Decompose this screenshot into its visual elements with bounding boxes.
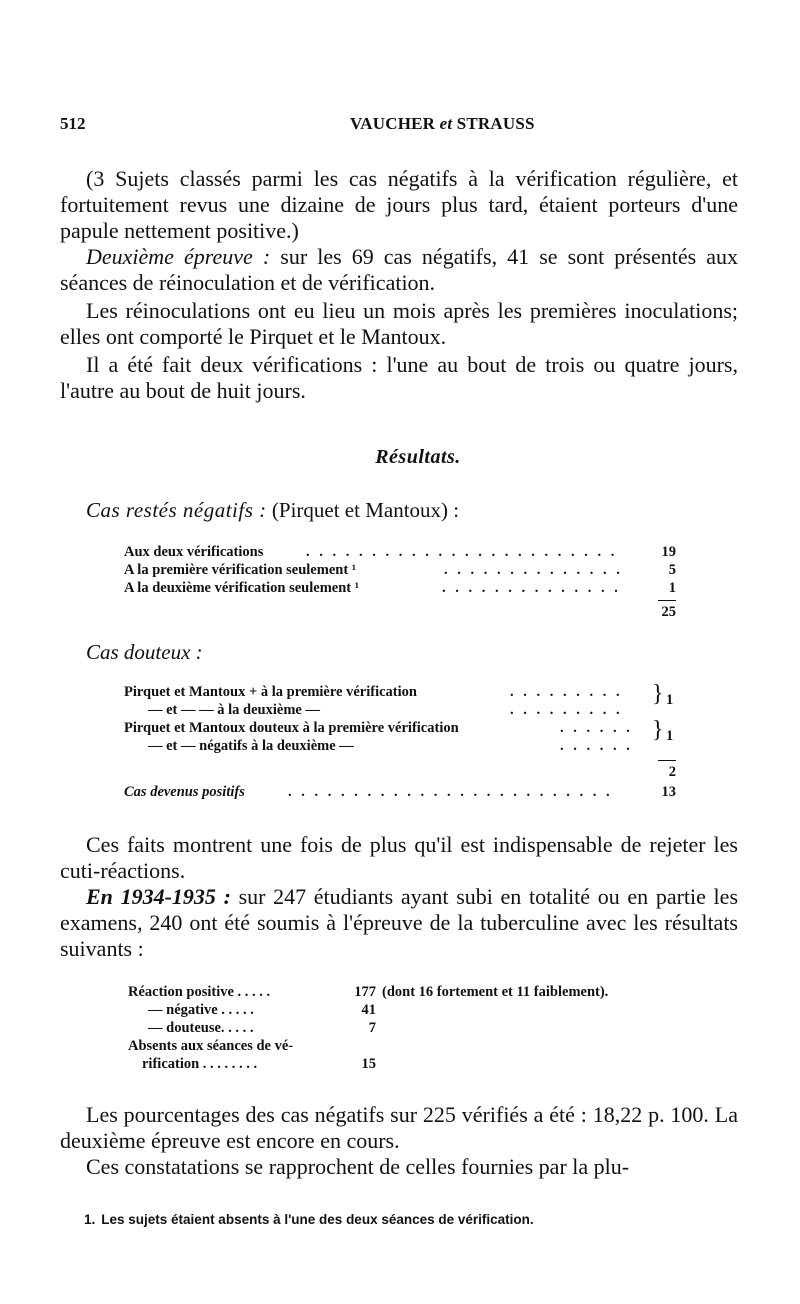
table-row bbox=[124, 720, 676, 738]
row-label: Cas devenus positifs bbox=[124, 784, 245, 800]
negatifs-total: 25 bbox=[661, 604, 676, 620]
row-value: 7 bbox=[368, 1020, 376, 1036]
running-title-authors-1: VAUCHER bbox=[350, 114, 440, 133]
row-label: A la deuxième vérification seulement ¹ bbox=[124, 580, 360, 596]
dot-leader: . . . . . . bbox=[560, 738, 633, 754]
paragraph-conclusion bbox=[60, 832, 738, 884]
sum-rule bbox=[658, 760, 676, 761]
cas-negatifs-subtitle: (Pirquet et Mantoux) : bbox=[266, 498, 460, 522]
sum-rule bbox=[658, 600, 676, 601]
paragraph-text: sur les 69 cas négatifs, 41 se sont présentés aux séances de réinoculation et de vérification. bbox=[60, 244, 738, 295]
row-label: A la première vérification seulement ¹ bbox=[124, 562, 357, 578]
row-value: 15 bbox=[361, 1056, 376, 1072]
dot-leader: . . . . . . . . . . . . . . . . . . . . . . . . bbox=[306, 544, 618, 560]
row-label: Pirquet et Mantoux + à la première vérification bbox=[124, 684, 417, 700]
paragraph-verifications bbox=[60, 352, 738, 404]
footnote-number: 1. bbox=[84, 1212, 96, 1227]
paragraph-deuxieme-epreuve bbox=[60, 244, 738, 296]
page-header bbox=[60, 114, 740, 138]
paragraph-text: (3 Sujets classés parmi les cas négatifs à la vérification régulière, et fortuitement revus une dizaine de jours plus tard, étaient porteurs d'une papule nettement positive.) bbox=[60, 166, 738, 243]
row-label: — et — négatifs à la deuxième — bbox=[148, 738, 354, 754]
cas-negatifs-label: Cas restés négatifs : bbox=[86, 498, 267, 522]
cas-negatifs-heading bbox=[86, 498, 459, 523]
brace-group-2: } bbox=[652, 717, 664, 743]
year-label: En 1934-1935 : bbox=[86, 884, 231, 909]
paragraph-pourcentages bbox=[60, 1102, 738, 1154]
group-2-value: 1 bbox=[666, 728, 674, 744]
row-label: rification . . . . . . . . bbox=[142, 1056, 258, 1072]
row-label: — négative . . . . . bbox=[148, 1002, 254, 1018]
dot-leader: . . . . . . . . . . . . . . bbox=[444, 562, 623, 578]
row-value: 41 bbox=[361, 1002, 376, 1018]
paragraph-text: Les pourcentages des cas négatifs sur 225 vérifiés a été : 18,22 p. 100. La deuxième épreuve est encore en cours. bbox=[60, 1102, 738, 1153]
paragraph-text: Ces constatations se rapprochent de celles fournies par la plu- bbox=[86, 1154, 630, 1179]
deuxieme-epreuve-label: Deuxième épreuve : bbox=[86, 244, 271, 269]
row-value: 19 bbox=[661, 544, 676, 560]
table-row bbox=[124, 580, 676, 598]
dot-leader: . . . . . . . . . . . . . . bbox=[442, 580, 621, 596]
row-label: — et — — à la deuxième — bbox=[148, 702, 320, 718]
table-row bbox=[124, 562, 676, 580]
cas-douteux-heading: Cas douteux : bbox=[86, 640, 203, 664]
paragraph-sujets bbox=[60, 166, 738, 244]
dot-leader: . . . . . . . . . bbox=[510, 702, 623, 718]
table-row bbox=[124, 544, 676, 562]
dot-leader: . . . . . . . . . . . . . . . . . . . . . . . . . bbox=[288, 784, 613, 800]
paragraph-text: Les réinoculations ont eu lieu un mois après les premières inoculations; elles ont comporté le Pirquet et le Mantoux. bbox=[60, 298, 738, 349]
page-number: 512 bbox=[60, 114, 86, 133]
running-title-et: et bbox=[439, 114, 453, 133]
paragraph-reinoculations bbox=[60, 298, 738, 350]
results-heading: Résultats. bbox=[375, 446, 461, 468]
footnote bbox=[84, 1212, 534, 1227]
table-row bbox=[124, 738, 676, 756]
row-label: Aux deux vérifications bbox=[124, 544, 264, 560]
table-row bbox=[124, 702, 676, 720]
dot-leader: . . . . . . bbox=[560, 720, 633, 736]
table-row bbox=[124, 784, 676, 802]
row-label: Pirquet et Mantoux douteux à la première vérification bbox=[124, 720, 459, 736]
row-value: 5 bbox=[668, 562, 676, 578]
table-row bbox=[124, 684, 676, 702]
paragraph-constatations bbox=[60, 1154, 738, 1180]
group-1-value: 1 bbox=[666, 692, 674, 708]
douteux-total: 2 bbox=[668, 764, 676, 780]
paragraph-text: Il a été fait deux vérifications : l'une au bout de trois ou quatre jours, l'autre au bout de huit jours. bbox=[60, 352, 738, 403]
row-value: 13 bbox=[661, 784, 676, 800]
row-label: — douteuse. . . . . bbox=[148, 1020, 254, 1036]
footnote-text: Les sujets étaient absents à l'une des deux séances de vérification. bbox=[101, 1212, 534, 1227]
running-title-authors-2: STRAUSS bbox=[452, 114, 535, 133]
row-value: 177 bbox=[354, 984, 376, 1000]
row-label: Absents aux séances de vé- bbox=[128, 1038, 294, 1054]
paragraph-1934-1935 bbox=[60, 884, 738, 962]
running-title bbox=[350, 114, 535, 134]
dot-leader: . . . . . . . . . bbox=[510, 684, 623, 700]
paragraph-text: Ces faits montrent une fois de plus qu'il est indispensable de rejeter les cuti-réactions. bbox=[60, 832, 738, 883]
row-note: (dont 16 fortement et 11 faiblement). bbox=[382, 984, 609, 1000]
brace-group-1: } bbox=[652, 681, 664, 707]
paragraph-text: sur 247 étudiants ayant subi en totalité ou en partie les examens, 240 ont été soumis à l'épreuve de la tuberculine avec les résultats suivants : bbox=[60, 884, 739, 961]
row-value: 1 bbox=[668, 580, 676, 596]
row-label: Réaction positive . . . . . bbox=[128, 984, 271, 1000]
